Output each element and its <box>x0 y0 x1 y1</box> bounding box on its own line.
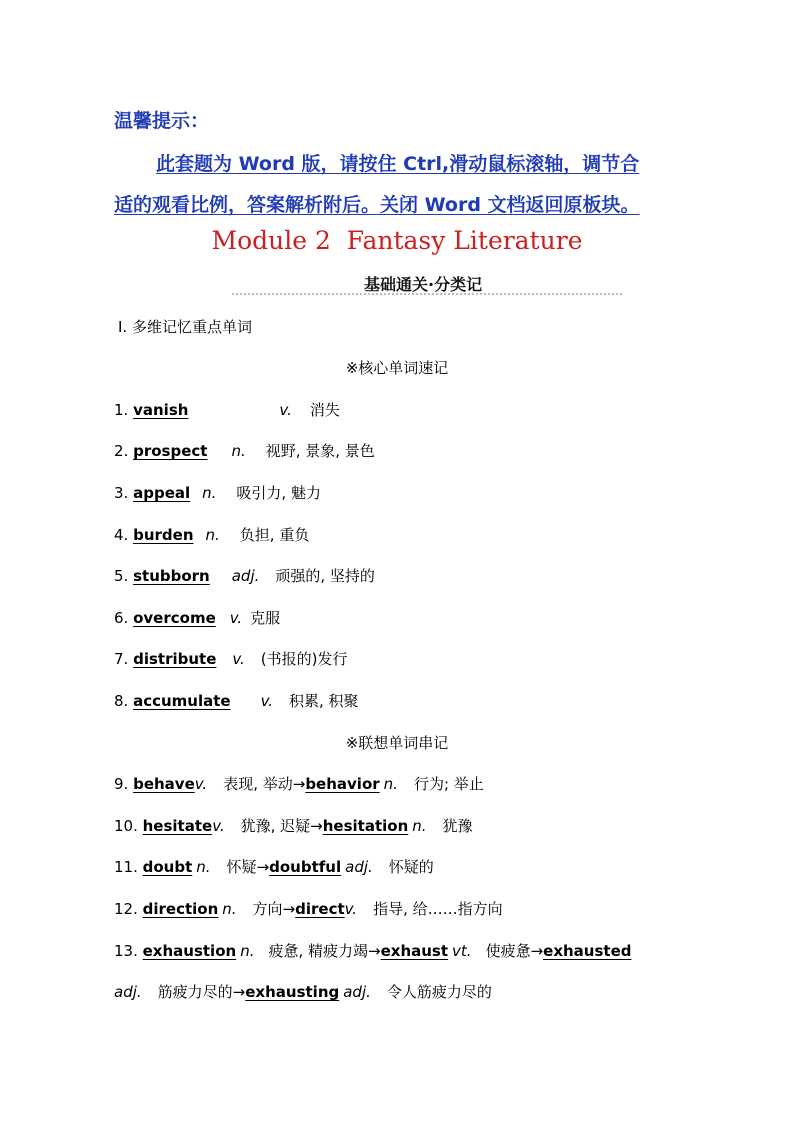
arrow-icon: → <box>256 858 270 876</box>
vocab-entry <box>114 815 473 836</box>
entry-number: 3. <box>114 484 134 502</box>
entry-pos: v. <box>232 650 245 668</box>
arrow-icon: → <box>292 775 306 793</box>
entry-word: behavior <box>305 775 380 793</box>
vocab-entry <box>114 648 348 669</box>
entry-number: 5. <box>114 567 134 585</box>
entry-word: doubtful <box>269 858 342 876</box>
entry-word: direct <box>295 900 345 918</box>
entry-meaning: 犹豫, 迟疑 <box>240 817 311 835</box>
entry-word: exhaustion <box>142 942 237 960</box>
entry-number: 2. <box>114 442 134 460</box>
arrow-icon: → <box>232 983 246 1001</box>
entry-meaning: 吸引力, 魅力 <box>236 484 321 502</box>
vocab-entry <box>114 482 321 503</box>
entry-word: exhausted <box>543 942 632 960</box>
entry-meaning: 方向 <box>252 900 283 918</box>
entry-word: behave <box>133 775 195 793</box>
entry-word: exhausting <box>245 983 340 1001</box>
entry-number: 8. <box>114 692 134 710</box>
entry-meaning: 使疲惫 <box>485 942 531 960</box>
entry-pos: adj. <box>114 983 142 1001</box>
vocab-entry <box>114 607 280 628</box>
entry-number: 10. <box>114 817 143 835</box>
entry-pos: v. <box>212 817 225 835</box>
dotted-divider <box>232 293 622 295</box>
arrow-icon: → <box>282 900 296 918</box>
entry-word: vanish <box>133 401 189 419</box>
entry-meaning: 消失 <box>309 401 340 419</box>
module-title: Module 2 Fantasy Literature <box>211 226 583 255</box>
entry-number: 4. <box>114 526 134 544</box>
entry-meaning: 行为; 举止 <box>413 775 484 793</box>
sub-heading-core: ※核心单词速记 <box>345 359 449 377</box>
entry-word: burden <box>133 526 194 544</box>
entry-pos: n. <box>196 858 211 876</box>
entry-meaning: 视野, 景象, 景色 <box>265 442 375 460</box>
entry-pos: v. <box>260 692 274 710</box>
entry-meaning: 疲惫, 精疲力竭 <box>268 942 369 960</box>
entry-word: hesitate <box>142 817 213 835</box>
entry-meaning: 筋疲力尽的 <box>157 983 233 1001</box>
entry-meaning: 指导, 给……指方向 <box>373 900 503 918</box>
sub-heading-association: ※联想单词串记 <box>345 734 449 752</box>
vocab-entry <box>114 856 434 877</box>
entry-pos: adj. <box>345 858 373 876</box>
entry-meaning: 怀疑的 <box>388 858 434 876</box>
vocab-entry <box>114 565 375 586</box>
entry-meaning: 怀疑 <box>226 858 257 876</box>
entry-pos: n. <box>231 442 246 460</box>
entry-word: appeal <box>133 484 191 502</box>
tip-line-1: 此套题为 Word 版，请按住 Ctrl,滑动鼠标滚轴，调节合 <box>156 153 640 175</box>
vocab-entry <box>114 898 503 919</box>
vocab-entry <box>114 440 375 461</box>
vocab-entry <box>114 524 309 545</box>
entry-pos: v. <box>344 900 358 918</box>
vocab-entry-continued <box>114 981 492 1002</box>
entry-pos: vt. <box>452 942 472 960</box>
entry-meaning: 令人筋疲力尽的 <box>386 983 492 1001</box>
entry-word: exhaust <box>380 942 449 960</box>
entry-pos: n. <box>412 817 427 835</box>
entry-word: distribute <box>133 650 217 668</box>
entry-meaning: 积累, 积聚 <box>289 692 359 710</box>
entry-number: 1. <box>114 401 134 419</box>
entry-meaning: 表现, 举动 <box>223 775 293 793</box>
tip-line-2: 适的观看比例，答案解析附后。关闭 Word 文档返回原板块。 <box>114 194 640 216</box>
entry-meaning: 克服 <box>250 609 281 627</box>
entry-meaning: 负担, 重负 <box>239 526 310 544</box>
entry-word: direction <box>142 900 219 918</box>
vocab-entry <box>114 940 632 961</box>
section-title: 基础通关·分类记 <box>364 275 483 294</box>
entry-meaning: (书报的)发行 <box>260 650 348 668</box>
arrow-icon: → <box>368 942 381 960</box>
entry-number: 13. <box>114 942 143 960</box>
entry-pos: n. <box>202 484 217 502</box>
entry-pos: n. <box>383 775 398 793</box>
entry-pos: v. <box>229 609 243 627</box>
entry-word: overcome <box>133 609 216 627</box>
entry-word: doubt <box>142 858 193 876</box>
arrow-icon: → <box>530 942 544 960</box>
entry-pos: v. <box>279 401 292 419</box>
entry-pos: v. <box>194 775 208 793</box>
entry-pos: n. <box>222 900 237 918</box>
entry-pos: adj. <box>231 567 260 585</box>
vocab-entry <box>114 399 340 420</box>
entry-number: 12. <box>114 900 143 918</box>
entry-pos: n. <box>240 942 255 960</box>
vocab-entry <box>114 773 484 794</box>
heading-vocabulary: Ⅰ. 多维记忆重点单词 <box>118 318 252 336</box>
tip-title: 温馨提示： <box>114 110 210 132</box>
entry-pos: adj. <box>343 983 371 1001</box>
entry-meaning: 顽强的, 坚持的 <box>275 567 375 585</box>
arrow-icon: → <box>310 817 323 835</box>
entry-number: 6. <box>114 609 134 627</box>
entry-meaning: 犹豫 <box>442 817 473 835</box>
entry-number: 9. <box>114 775 134 793</box>
entry-word: prospect <box>133 442 208 460</box>
entry-word: stubborn <box>133 567 210 585</box>
entry-number: 11. <box>114 858 143 876</box>
entry-word: hesitation <box>322 817 409 835</box>
entry-number: 7. <box>114 650 134 668</box>
entry-word: accumulate <box>133 692 231 710</box>
entry-pos: n. <box>205 526 220 544</box>
vocab-entry <box>114 690 359 711</box>
